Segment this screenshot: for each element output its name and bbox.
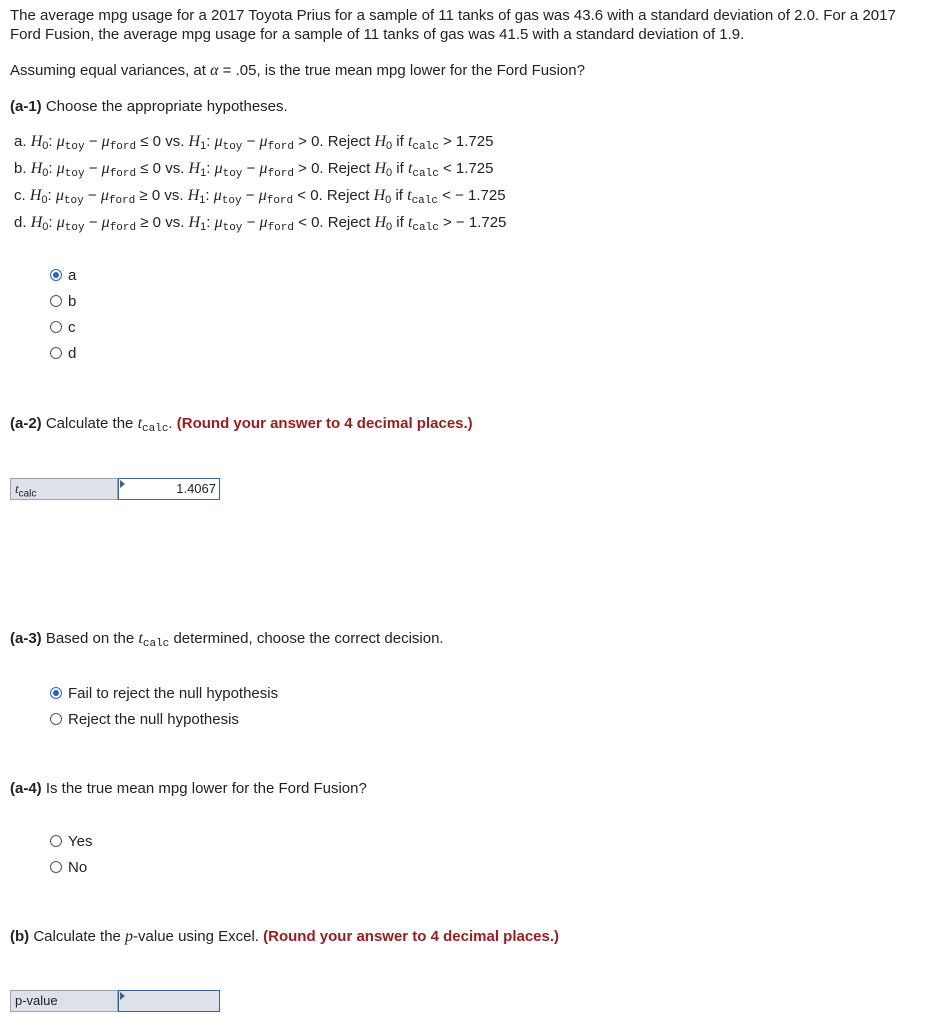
a3-radio-button-1[interactable]	[50, 713, 62, 725]
a3-option-label: Fail to reject the null hypothesis	[68, 684, 279, 702]
a3-option-1[interactable]	[50, 706, 278, 732]
a3-radio-button-0[interactable]	[50, 687, 62, 699]
a4-option-0[interactable]	[50, 828, 92, 854]
a1-prompt: (a-1) Choose the appropriate hypotheses.	[10, 98, 288, 115]
pvalue-input[interactable]	[118, 990, 220, 1012]
a1-option-label: a	[68, 266, 77, 284]
tcalc-answer-table	[10, 478, 220, 500]
a4-option-label: Yes	[68, 832, 93, 850]
a2-prompt: (a-2) Calculate the $t_{calc}$. (Round your answer to 4 decimal places.)	[10, 415, 473, 435]
a2-round-instruction: (Round your answer to 4 decimal places.)	[176, 415, 473, 432]
a4-option-1[interactable]	[50, 854, 92, 880]
alpha-symbol: α	[210, 62, 219, 79]
pvalue-label-cell: p-value	[10, 990, 118, 1012]
a1-option-label: c	[68, 318, 76, 336]
hypothesis-d: d. $H_0$: $\mu_{toy} - \mu_{ford} \ge 0$ vs. $H_1$: $\mu_{toy} - \mu_{ford} < 0$. Reject $H_0$ if $t_{calc}$ > − 1.725	[14, 214, 507, 234]
a4-radio-button-0[interactable]	[50, 835, 62, 847]
a1-option-label: d	[68, 344, 77, 362]
a1-option-2[interactable]	[50, 314, 76, 340]
hypotheses-list	[14, 131, 506, 239]
a4-prompt: (a-4) Is the true mean mpg lower for the Ford Fusion?	[10, 780, 367, 797]
a1-option-3[interactable]	[50, 340, 76, 366]
hypothesis-b: b. $H_0$: $\mu_{toy} - \mu_{ford} \le 0$ vs. $H_1$: $\mu_{toy} - \mu_{ford} > 0$. Reject $H_0$ if $t_{calc} < 1.725$	[14, 160, 494, 180]
pvalue-answer-table	[10, 990, 220, 1012]
input-flag-icon	[120, 992, 125, 1000]
tcalc-label-cell: $t_{calc}$	[10, 478, 118, 500]
b-round-instruction: (Round your answer to 4 decimal places.)	[263, 928, 560, 945]
problem-line-1: The average mpg usage for a 2017 Toyota Prius for a sample of 11 tanks of gas was 43.6 with a standard deviation of 2.0. For a 2017	[10, 7, 896, 24]
a1-radio-button-2[interactable]	[50, 321, 62, 333]
a1-radio-button-0[interactable]	[50, 269, 62, 281]
problem-statement	[10, 6, 896, 44]
a4-radio-group	[50, 828, 92, 880]
a1-radio-button-1[interactable]	[50, 295, 62, 307]
a1-radio-group	[50, 262, 76, 366]
tcalc-input[interactable]: 1.4067	[118, 478, 220, 500]
a3-option-0[interactable]	[50, 680, 278, 706]
hypothesis-a: a. $H_0$: $\mu_{toy} - \mu_{ford} \le 0$ vs. $H_1$: $\mu_{toy} - \mu_{ford} > 0$. Reject $H_0$ if $t_{calc} > 1.725$	[14, 133, 494, 153]
a1-option-1[interactable]	[50, 288, 76, 314]
a4-radio-button-1[interactable]	[50, 861, 62, 873]
a4-option-label: No	[68, 858, 88, 876]
a3-radio-group	[50, 680, 278, 732]
a1-option-0[interactable]	[50, 262, 76, 288]
a1-radio-button-3[interactable]	[50, 347, 62, 359]
problem-line-2: Ford Fusion, the average mpg usage for a sample of 11 tanks of gas was 41.5 with a standard deviation of 1.9.	[10, 26, 745, 43]
input-flag-icon	[120, 480, 125, 488]
main-question: Assuming equal variances, at α = .05, is the true mean mpg lower for the Ford Fusion?	[10, 62, 585, 79]
a1-option-label: b	[68, 292, 77, 310]
a3-prompt: (a-3) Based on the $t_{calc}$ determined, choose the correct decision.	[10, 630, 444, 650]
hypothesis-c: c. $H_0$: $\mu_{toy} - \mu_{ford} \ge 0$ vs. $H_1$: $\mu_{toy} - \mu_{ford} < 0$. Reject $H_0$ if $t_{calc}$ < − 1.725	[14, 187, 506, 207]
b-prompt: (b) Calculate the p-value using Excel. (Round your answer to 4 decimal places.)	[10, 928, 560, 945]
a3-option-label: Reject the null hypothesis	[68, 710, 239, 728]
